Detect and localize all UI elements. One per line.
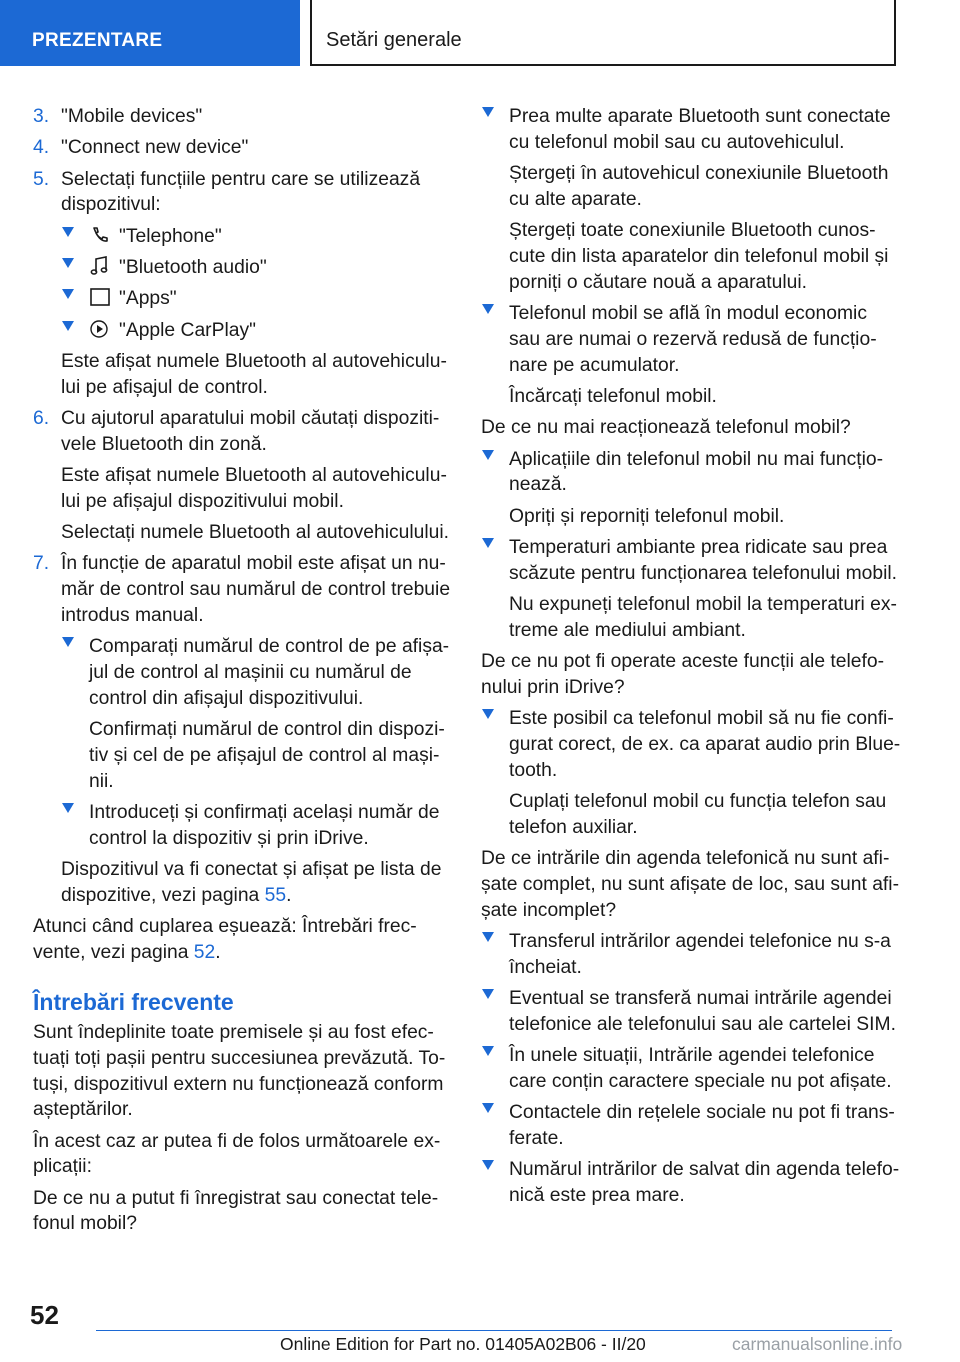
step-6-note: Este afișat numele Bluetooth al autovehiculu-lui pe afișajul dispozitivului mobil. xyxy=(61,465,447,512)
step-number: 3. xyxy=(33,106,50,127)
bullet-text: "Apps" xyxy=(119,288,177,310)
bullet: În unele situații, Intrările agendei telefonice care conțin caractere speciale nu pot afișate. xyxy=(481,1043,901,1095)
bullet: Este posibil ca telefonul mobil să nu fie confi-gurat corect, de ex. ca aparat audio prin Blue-tooth. xyxy=(481,706,901,783)
step-7 xyxy=(33,551,453,628)
bullet-note: Opriți și reporniți telefonul mobil. xyxy=(509,505,785,527)
phone-icon xyxy=(89,225,111,245)
bullet: Prea multe aparate Bluetooth sunt conectate cu telefonul mobil sau cu autovehiculul. xyxy=(481,104,901,156)
bullet-triangle-icon xyxy=(482,304,494,314)
bullet-note: Cuplați telefonul mobil cu funcția telefon sau telefon auxiliar. xyxy=(509,791,887,838)
question: De ce nu mai reacționează telefonul mobil? xyxy=(481,417,851,439)
bullet-triangle-icon xyxy=(482,1103,494,1113)
step-text: "Connect new device" xyxy=(61,137,249,159)
left-column xyxy=(33,104,453,1243)
step-text: În funcție de aparatul mobil este afișat un nu-măr de control sau numărul de control trebuie introdus manual. xyxy=(61,553,451,627)
step-text: Selectați funcțiile pentru care se utilizează dispozitivul: xyxy=(61,168,421,216)
bullet-triangle-icon xyxy=(482,538,494,548)
bullet-telephone xyxy=(33,224,453,250)
bullet-triangle-icon xyxy=(62,227,74,237)
step-number: 4. xyxy=(33,137,50,159)
bullet-triangle-icon xyxy=(482,709,494,719)
bullet-text: "Apple CarPlay" xyxy=(119,319,256,341)
bullet-note: Ștergeți în autovehicul conexiunile Bluetooth cu alte aparate. xyxy=(509,163,889,210)
bullet-note: Ștergeți toate conexiunile Bluetooth cunos-cute din lista aparatelor din telefonul mobil și porniți o căutare nouă a aparatului. xyxy=(509,220,889,293)
bullet-bluetooth-audio xyxy=(33,255,453,281)
bullet-compare xyxy=(33,634,453,711)
footer-divider xyxy=(96,1330,892,1331)
bullet: Transferul intrărilor agendei telefonice nu s-a încheiat. xyxy=(481,929,901,981)
bullet-text: "Bluetooth audio" xyxy=(119,256,267,278)
step-6-note: Selectați numele Bluetooth al autovehiculului. xyxy=(61,522,450,544)
step-7-note: Dispozitivul va fi conectat și afișat pe lista de dispozitive, vezi pagina 55. xyxy=(61,859,442,907)
bullet-triangle-icon xyxy=(62,258,74,268)
bullet-triangle-icon xyxy=(62,803,74,813)
bullet-text: Comparați numărul de control de pe afișa-jul de control al mașinii cu numărul de control din afișajul dispozitivului. xyxy=(89,636,450,709)
step-5 xyxy=(33,167,453,219)
music-note-icon xyxy=(89,256,111,276)
section-title: Setări generale xyxy=(310,0,896,66)
edition-text: Online Edition for Part no. 01405A02B06 - II/20 xyxy=(280,1334,646,1354)
bullet-text: "Telephone" xyxy=(119,225,222,247)
bullet-triangle-icon xyxy=(482,1046,494,1056)
step-3 xyxy=(33,104,453,130)
pairing-fail-note: Atunci când cuplarea eșuează: Întrebări frec-vente, vezi pagina 52. xyxy=(33,916,417,964)
bullet-text: Introduceți și confirmați același număr de control la dispozitiv și prin iDrive. xyxy=(89,802,440,849)
step-5-note: Este afișat numele Bluetooth al autovehiculu-lui pe afișajul de control. xyxy=(61,350,447,398)
bullet-triangle-icon xyxy=(482,932,494,942)
question: De ce nu a putut fi înregistrat sau conectat tele-fonul mobil? xyxy=(33,1187,439,1235)
bullet-compare-note: Confirmați numărul de control din dispozi-tiv și cel de pe afișajul de control al mași-nii. xyxy=(89,719,445,792)
bullet: Telefonul mobil se află în modul economic sau are numai o rezervă redusă de funcțio-nare pe acumulator. xyxy=(481,301,901,378)
bullet: Eventual se transferă numai intrările agendei telefonice ale telefonului sau ale cartelei SIM. xyxy=(481,986,901,1038)
page-number: 52 xyxy=(30,1300,59,1330)
bullet-triangle-icon xyxy=(62,637,74,647)
question: De ce intrările din agenda telefonică nu sunt afi-șate complet, nu sunt afișate de loc, sau sunt afi-șate incomplet? xyxy=(481,848,899,921)
section-heading: Întrebări frecvente xyxy=(33,988,234,1015)
bullet-carplay xyxy=(33,318,453,344)
step-number: 7. xyxy=(33,553,50,575)
bullet-triangle-icon xyxy=(482,107,494,117)
bullet: Aplicațiile din telefonul mobil nu mai funcțio-nează. xyxy=(481,447,901,499)
step-number: 5. xyxy=(33,168,50,190)
page-header xyxy=(0,0,960,66)
question: De ce nu pot fi operate aceste funcții ale telefo-nului prin iDrive? xyxy=(481,651,885,698)
bullet-enter xyxy=(33,800,453,852)
step-number: 6. xyxy=(33,407,50,429)
page-link[interactable]: 52 xyxy=(193,942,216,964)
bullet-triangle-icon xyxy=(62,321,74,331)
apps-square-icon xyxy=(89,287,111,307)
chapter-tab[interactable]: PREZENTARE xyxy=(0,0,300,66)
bullet: Temperaturi ambiante prea ridicate sau prea scăzute pentru funcționarea telefonului mobil. xyxy=(481,535,901,587)
paragraph: În acest caz ar putea fi de folos următoarele ex-plicații: xyxy=(33,1130,441,1178)
bullet-triangle-icon xyxy=(482,1160,494,1170)
step-text: Cu ajutorul aparatului mobil căutați dispoziti-vele Bluetooth din zonă. xyxy=(61,407,440,455)
bullet-triangle-icon xyxy=(482,989,494,999)
step-6 xyxy=(33,406,453,458)
right-column xyxy=(481,104,901,1215)
page-link[interactable]: 55 xyxy=(264,885,287,907)
bullet: Numărul intrărilor de salvat din agenda telefo-nică este prea mare. xyxy=(481,1157,901,1209)
bullet: Contactele din rețelele sociale nu pot fi trans-ferate. xyxy=(481,1100,901,1152)
bullet-note: Încărcați telefonul mobil. xyxy=(509,385,717,407)
carplay-play-icon xyxy=(89,319,111,339)
step-text: "Mobile devices" xyxy=(61,106,203,127)
bullet-triangle-icon xyxy=(482,450,494,460)
step-4 xyxy=(33,135,453,161)
bullet-apps xyxy=(33,286,453,312)
bullet-triangle-icon xyxy=(62,289,74,299)
paragraph: Sunt îndeplinite toate premisele și au fost efec-tuați toți pașii pentru succesiunea prevăzută. To-tuși, dispozitivul extern nu funcționează conform așteptărilor. xyxy=(33,1021,446,1121)
watermark[interactable]: carmanualsonline.info xyxy=(732,1334,903,1354)
bullet-note: Nu expuneți telefonul mobil la temperaturi ex-treme ale mediului ambiant. xyxy=(509,594,897,641)
